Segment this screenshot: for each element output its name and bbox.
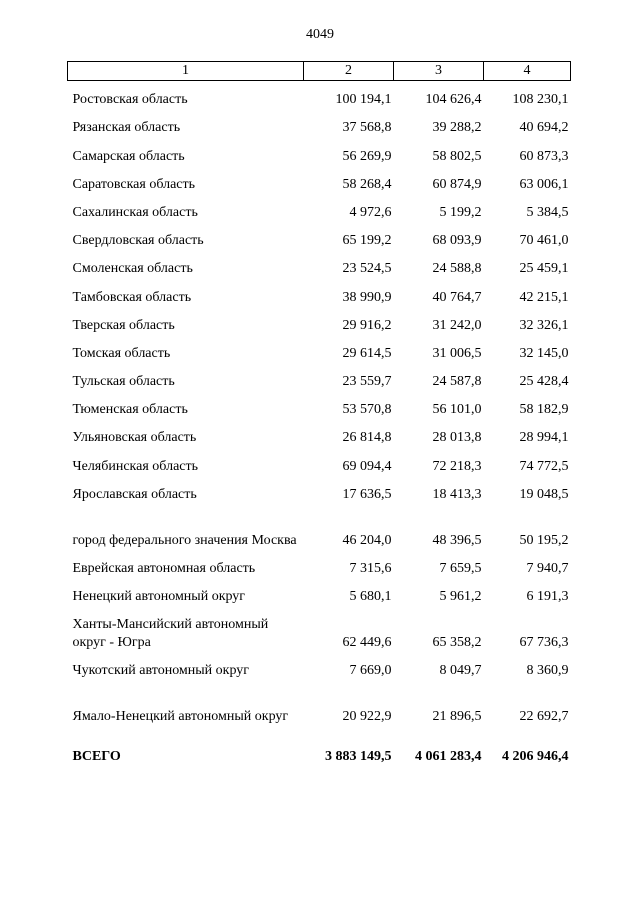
table-row [68,504,571,550]
value-col2-cell: 29 916,2 [342,317,392,333]
region-name-cell: Ненецкий автономный округ [72,589,246,605]
region-name-cell: Саратовская область [72,176,196,192]
value-col2-cell: 38 990,9 [342,289,392,305]
table-row [68,194,571,222]
column-number-header [68,62,571,81]
value-col4-cell: 25 459,1 [519,261,569,277]
value-col3-cell: 39 288,2 [432,120,482,136]
value-col4-cell: 74 772,5 [519,458,569,474]
region-name-cell: Чукотский автономный округ [72,663,250,679]
page-number: 4049 [306,27,334,42]
region-name-cell: Тамбовская область [72,289,192,305]
value-col3-cell: 24 587,8 [432,374,482,390]
value-col4-cell: 19 048,5 [519,486,569,502]
value-col3-cell: 60 874,9 [432,176,482,192]
region-name-cell: Ульяновская область [72,430,197,446]
total-col3-cell: 4 061 283,4 [415,749,482,765]
value-col3-cell: 5 199,2 [439,204,482,220]
value-col2-cell: 56 269,9 [342,148,392,164]
table-row [68,81,571,110]
table-row [68,335,571,363]
value-col3-cell: 65 358,2 [432,635,482,651]
table-row [68,550,571,578]
value-col4-cell: 8 360,9 [526,663,569,679]
table-row [68,652,571,680]
total-col4-cell: 4 206 946,4 [502,749,569,765]
value-col2-cell: 23 559,7 [342,374,392,390]
column-header: 4 [484,62,571,81]
total-col2-cell: 3 883 149,5 [325,749,392,765]
value-col2-cell: 53 570,8 [342,402,392,418]
value-col4-cell: 58 182,9 [519,402,569,418]
table-row [68,391,571,419]
value-col3-cell: 8 049,7 [439,663,482,679]
value-col2-cell: 7 315,6 [349,561,392,576]
table-row [68,606,571,652]
budget-table [67,61,571,766]
region-name-cell: Сахалинская область [72,204,198,220]
region-name-cell: Самарская область [72,148,185,164]
value-col4-cell: 6 191,3 [526,589,569,605]
value-col4-cell: 108 230,1 [512,92,569,108]
region-name-cell: Смоленская область [72,261,193,277]
region-name-cell: город федерального значения Москва [72,532,297,548]
value-col3-cell: 104 626,4 [425,92,482,108]
value-col2-cell: 58 268,4 [342,176,392,192]
value-col3-cell: 48 396,5 [432,532,482,548]
value-col3-cell: 5 961,2 [439,589,482,605]
value-col3-cell: 72 218,3 [432,458,482,474]
table-row [68,476,571,504]
value-col4-cell: 50 195,2 [519,532,569,548]
value-col4-cell: 67 736,3 [519,635,569,651]
table-row [68,363,571,391]
region-name-cell: Ростовская область [72,92,188,108]
value-col2-cell: 62 449,6 [342,635,392,651]
table-row [68,250,571,278]
region-name-cell: Томская область [72,345,171,361]
value-col3-cell: 21 896,5 [432,709,482,725]
table-row [68,578,571,606]
value-col3-cell: 56 101,0 [432,402,482,418]
value-col4-cell: 7 940,7 [526,561,569,576]
value-col2-cell: 4 972,6 [349,204,392,220]
value-col4-cell: 63 006,1 [519,176,569,192]
value-col3-cell: 28 013,8 [432,430,482,446]
table-row [68,680,571,726]
value-col4-cell: 40 694,2 [519,120,569,136]
table-row [68,166,571,194]
region-name-cell: Рязанская область [72,120,181,136]
table-row [68,109,571,137]
total-label-cell: ВСЕГО [72,749,121,765]
table-row [68,419,571,447]
region-name-cell: Ямало-Ненецкий автономный округ [72,709,289,725]
value-col2-cell: 20 922,9 [342,709,392,725]
column-header: 1 [68,62,304,81]
value-col4-cell: 22 692,7 [519,709,569,725]
value-col2-cell: 17 636,5 [342,486,392,502]
value-col4-cell: 32 145,0 [519,345,569,361]
value-col4-cell: 42 215,1 [519,289,569,305]
value-col4-cell: 70 461,0 [519,233,569,249]
value-col4-cell: 60 873,3 [519,148,569,164]
value-col2-cell: 29 614,5 [342,345,392,361]
value-col2-cell: 65 199,2 [342,233,392,249]
region-name-cell: Свердловская область [72,233,204,249]
value-col4-cell: 5 384,5 [526,204,569,220]
region-name-cell: Ярославская область [72,486,197,502]
value-col3-cell: 7 659,5 [439,561,482,576]
value-col2-cell: 23 524,5 [342,261,392,277]
value-col3-cell: 68 093,9 [432,233,482,249]
value-col2-cell: 5 680,1 [349,589,392,605]
region-name-cell: Челябинская область [72,458,198,474]
value-col3-cell: 18 413,3 [432,486,482,502]
value-col3-cell: 31 006,5 [432,345,482,361]
value-col3-cell: 58 802,5 [432,148,482,164]
table-row [68,137,571,165]
value-col3-cell: 24 588,8 [432,261,482,277]
table-row [68,278,571,306]
value-col3-cell: 40 764,7 [432,289,482,305]
value-col4-cell: 28 994,1 [519,430,569,446]
value-col2-cell: 46 204,0 [342,532,392,548]
total-row [68,726,571,766]
column-header: 2 [304,62,394,81]
region-name-cell: Еврейская автономная область [72,561,256,576]
value-col4-cell: 32 326,1 [519,317,569,333]
region-name-cell: Ханты-Мансийский автономный округ - Югра [72,617,269,651]
value-col2-cell: 69 094,4 [342,458,392,474]
table-row [68,307,571,335]
region-name-cell: Тюменская область [72,402,188,418]
value-col2-cell: 26 814,8 [342,430,392,446]
region-name-cell: Тверская область [72,317,175,333]
value-col3-cell: 31 242,0 [432,317,482,333]
region-name-cell: Тульская область [72,374,175,390]
value-col4-cell: 25 428,4 [519,374,569,390]
value-col2-cell: 7 669,0 [349,663,392,679]
value-col2-cell: 37 568,8 [342,120,392,136]
column-header: 3 [394,62,484,81]
table-row [68,222,571,250]
table-row [68,447,571,475]
value-col2-cell: 100 194,1 [335,92,392,108]
